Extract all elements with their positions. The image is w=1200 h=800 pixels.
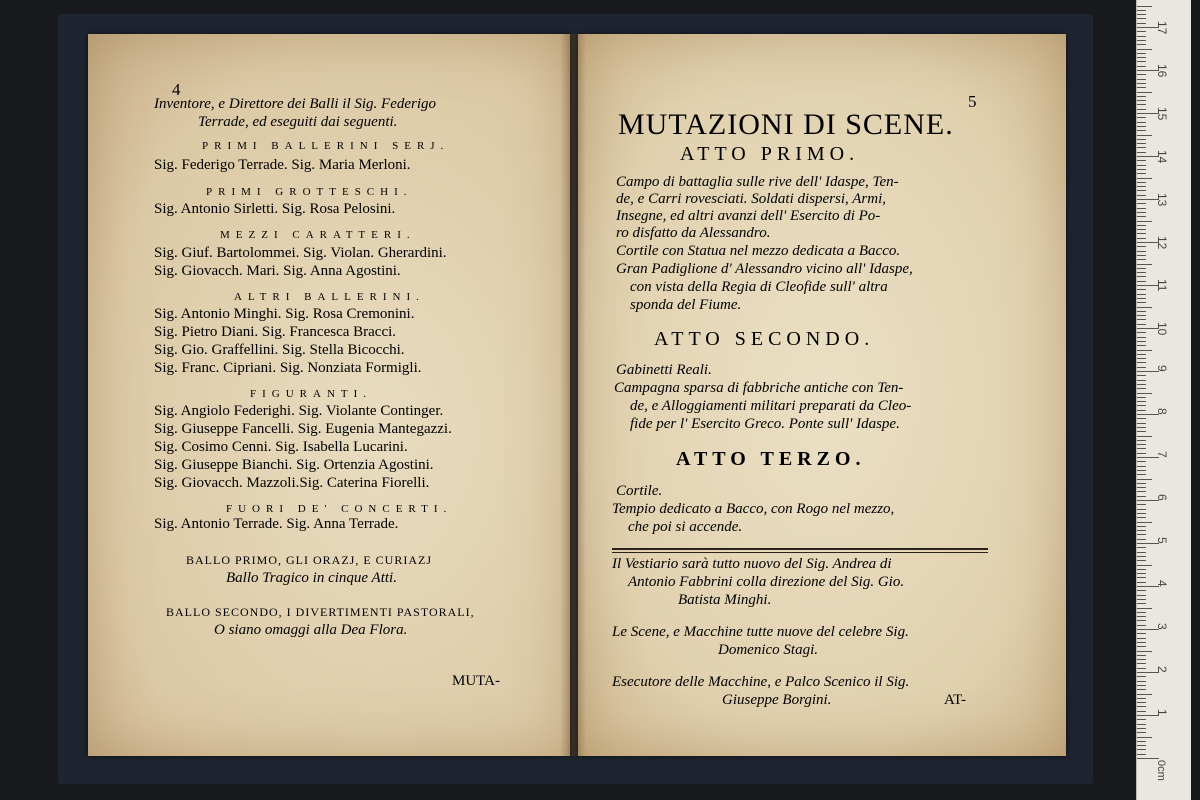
ruler-tick (1137, 251, 1146, 252)
ruler-tick (1137, 74, 1146, 75)
ruler-tick (1137, 534, 1146, 535)
ruler-tick (1137, 474, 1146, 475)
ruler-tick (1137, 552, 1146, 553)
ruler-tick (1137, 53, 1146, 54)
ruler-tick (1137, 135, 1152, 136)
ruler-tick (1137, 281, 1146, 282)
ruler-tick (1137, 663, 1146, 664)
ruler-tick (1137, 694, 1152, 695)
ruler-tick (1137, 405, 1146, 406)
ruler-tick (1137, 190, 1146, 191)
ruler-tick (1137, 517, 1146, 518)
text-line: Sig. Giuseppe Bianchi. Sig. Ortenzia Agostini. (154, 457, 434, 473)
ruler-tick (1137, 143, 1146, 144)
text-line: Sig. Antonio Sirletti. Sig. Rosa Pelosini. (154, 201, 396, 217)
ruler-tick (1137, 10, 1146, 11)
ruler-tick (1137, 754, 1146, 755)
ruler-tick (1137, 104, 1146, 105)
ruler-number: 12 (1155, 236, 1169, 250)
text-line: Batista Minghi. (678, 592, 772, 608)
text-line: Sig. Giovacch. Mari. Sig. Anna Agostini. (154, 263, 401, 279)
text-line: Sig. Giuseppe Fancelli. Sig. Eugenia Mantegazzi. (154, 421, 452, 437)
section-heading: ALTRI BALLERINI. (234, 291, 425, 303)
ruler-tick (1137, 689, 1146, 690)
ruler-tick (1137, 483, 1146, 484)
divider-rule (612, 552, 988, 553)
text-line: ro disfatto da Alessandro. (616, 225, 771, 241)
ruler-tick (1137, 706, 1146, 707)
ruler-tick (1137, 642, 1146, 643)
ruler-tick (1137, 461, 1146, 462)
ruler-number: 13 (1155, 193, 1169, 207)
ruler-number: 2 (1155, 666, 1169, 673)
ruler-tick (1137, 264, 1152, 265)
ruler-tick (1137, 337, 1146, 338)
divider-rule (612, 548, 988, 550)
text-line: Sig. Antonio Terrade. Sig. Anna Terrade. (154, 516, 399, 532)
ruler-tick (1137, 418, 1146, 419)
ruler-number: 15 (1155, 107, 1169, 121)
ruler-tick (1137, 401, 1146, 402)
text-line: Sig. Cosimo Cenni. Sig. Isabella Lucarini. (154, 439, 408, 455)
ruler-tick (1137, 87, 1146, 88)
ruler-number: 14 (1155, 150, 1169, 164)
ruler-tick (1137, 152, 1146, 153)
ruler-tick (1137, 354, 1146, 355)
text-line: Sig. Giuf. Bartolommei. Sig. Violan. Gherardini. (154, 245, 447, 261)
ruler-tick (1137, 186, 1146, 187)
ruler-tick (1137, 448, 1146, 449)
ruler-tick (1137, 569, 1146, 570)
ruler-tick (1137, 96, 1146, 97)
text-line: de, e Alloggiamenti militari preparati da Cleo- (630, 398, 912, 414)
text-line: Domenico Stagi. (718, 642, 818, 658)
ruler-tick (1137, 479, 1152, 480)
left-page-number: 4 (172, 80, 181, 99)
ruler-tick (1137, 577, 1146, 578)
ruler-tick (1137, 122, 1146, 123)
ruler-tick (1137, 44, 1146, 45)
ruler-tick (1137, 547, 1146, 548)
catchword: AT- (944, 692, 966, 708)
ruler-number: 9 (1155, 365, 1169, 372)
ruler-tick (1137, 117, 1146, 118)
ruler-tick (1137, 23, 1146, 24)
ruler-tick (1137, 625, 1146, 626)
ruler-tick (1137, 453, 1146, 454)
ruler-tick (1137, 195, 1146, 196)
ruler-tick (1137, 651, 1152, 652)
section-heading: PRIMI GROTTESCHI. (206, 186, 413, 198)
text-line: Inventore, e Direttore dei Balli il Sig. Federigo (154, 96, 437, 112)
ruler-tick (1137, 83, 1146, 84)
ruler-tick (1137, 225, 1146, 226)
ruler-tick (1137, 685, 1146, 686)
text-line: Tempio dedicato a Bacco, con Rogo nel mezzo, (612, 501, 895, 517)
ruler-tick (1137, 732, 1146, 733)
ruler-tick (1137, 307, 1152, 308)
text-line: Sig. Franc. Cipriani. Sig. Nonziata Formigli. (154, 360, 422, 376)
ruler-tick (1137, 100, 1146, 101)
ruler-tick (1137, 513, 1146, 514)
ruler-tick (1137, 638, 1146, 639)
section-heading: FUORI DE' CONCERTI. (226, 503, 453, 515)
ruler-tick (1137, 178, 1152, 179)
ruler-tick (1137, 612, 1146, 613)
ruler-tick (1137, 530, 1146, 531)
text-line: Campo di battaglia sulle rive dell' Idaspe, Ten- (616, 174, 899, 190)
ruler-tick (1137, 655, 1146, 656)
text-line: Le Scene, e Macchine tutte nuove del celebre Sig. (612, 624, 909, 640)
ruler-tick (1137, 18, 1146, 19)
ruler-tick (1137, 31, 1146, 32)
ruler-tick (1137, 203, 1146, 204)
ruler-tick (1137, 40, 1146, 41)
ruler-tick (1137, 109, 1146, 110)
ruler-tick (1137, 698, 1146, 699)
ruler-tick (1137, 61, 1146, 62)
ruler-tick (1137, 470, 1146, 471)
text-line: che poi si accende. (628, 519, 743, 535)
ruler-number: 5 (1155, 537, 1169, 544)
ruler-tick (1137, 332, 1146, 333)
text-line: Ballo Tragico in cinque Atti. (226, 570, 397, 586)
act-heading: ATTO PRIMO. (680, 143, 860, 165)
ruler-tick (1137, 66, 1146, 67)
ruler-number: 16 (1155, 64, 1169, 78)
text-line: Sig. Gio. Graffellini. Sig. Stella Bicocchi. (154, 342, 405, 358)
text-line: Insegne, ed altri avanzi dell' Esercito di Po- (616, 208, 881, 224)
text-line: Campagna sparsa di fabbriche antiche con Ten- (614, 380, 904, 396)
act-heading: ATTO TERZO. (676, 448, 866, 470)
ruler-number: 3 (1155, 623, 1169, 630)
ruler-tick (1137, 711, 1146, 712)
text-line: Esecutore delle Macchine, e Palco Scenico il Sig. (612, 674, 910, 690)
ruler-tick (1137, 749, 1146, 750)
ruler-tick (1137, 539, 1146, 540)
ruler-tick (1137, 444, 1146, 445)
ruler-tick (1137, 79, 1146, 80)
ruler-tick (1137, 289, 1146, 290)
ruler-tick (1137, 259, 1146, 260)
text-line: Cortile con Statua nel mezzo dedicata a Bacco. (616, 243, 901, 259)
ruler-tick (1137, 440, 1146, 441)
ruler-tick (1137, 341, 1146, 342)
ruler-tick (1137, 526, 1146, 527)
ruler-tick (1137, 410, 1146, 411)
ruler-tick (1137, 608, 1152, 609)
ruler-tick (1137, 620, 1146, 621)
ruler-tick (1137, 311, 1146, 312)
ruler-tick (1137, 246, 1146, 247)
ruler-tick (1137, 646, 1146, 647)
ruler-tick (1137, 350, 1152, 351)
ruler-tick (1137, 676, 1146, 677)
ruler-number: 17 (1155, 21, 1169, 35)
ruler-number: 4 (1155, 580, 1169, 587)
ruler-tick (1137, 92, 1152, 93)
text-line: Sig. Angiolo Federighi. Sig. Violante Continger. (154, 403, 444, 419)
ruler-tick (1137, 319, 1146, 320)
ruler-tick (1137, 182, 1146, 183)
ruler-tick (1137, 238, 1146, 239)
ruler-number: 11 (1155, 279, 1169, 292)
ruler-tick (1137, 384, 1146, 385)
ruler-tick (1137, 702, 1146, 703)
ruler-tick (1137, 358, 1146, 359)
ruler-tick (1137, 724, 1146, 725)
ruler-tick (1137, 362, 1146, 363)
ruler-tick (1137, 728, 1146, 729)
ruler-tick (1137, 436, 1152, 437)
ballo-heading: BALLO PRIMO, GLI ORAZJ, E CURIAZJ (186, 553, 432, 567)
ruler-tick (1137, 165, 1146, 166)
text-line: Sig. Antonio Minghi. Sig. Rosa Cremonini. (154, 306, 415, 322)
ruler-tick (1137, 758, 1159, 759)
ruler-tick (1137, 160, 1146, 161)
ruler-tick (1137, 466, 1146, 467)
ruler-tick (1137, 294, 1146, 295)
text-line: sponda del Fiume. (630, 297, 742, 313)
ruler-tick (1137, 522, 1152, 523)
ruler-tick (1137, 380, 1146, 381)
ruler-tick (1137, 147, 1146, 148)
ruler-tick (1137, 599, 1146, 600)
ruler-tick (1137, 745, 1146, 746)
book-gutter (560, 34, 586, 756)
text-line: fide per l' Esercito Greco. Ponte sull' Idaspe. (630, 416, 900, 432)
section-heading: FIGURANTI. (250, 388, 373, 400)
ruler-tick (1137, 208, 1146, 209)
ruler-tick (1137, 737, 1152, 738)
ruler-tick (1137, 633, 1146, 634)
catchword: MUTA- (452, 673, 500, 689)
ruler-number: 6 (1155, 494, 1169, 501)
section-heading: MEZZI CARATTERI. (220, 229, 416, 241)
ruler-tick (1137, 36, 1146, 37)
ruler-tick (1137, 221, 1152, 222)
text-line: Cortile. (616, 483, 663, 499)
ruler-tick (1137, 6, 1152, 7)
ruler-tick (1137, 719, 1146, 720)
ruler-tick (1137, 268, 1146, 269)
ruler-number: 1 (1155, 709, 1169, 716)
text-line: Sig. Federigo Terrade. Sig. Maria Merloni. (154, 157, 411, 173)
text-line: Antonio Fabbrini colla direzione del Sig. Gio. (628, 574, 905, 590)
ruler-tick (1137, 590, 1146, 591)
ruler-tick (1137, 14, 1146, 15)
ruler-tick (1137, 388, 1146, 389)
text-line: Sig. Pietro Diani. Sig. Francesca Bracci. (154, 324, 397, 340)
text-line: Giuseppe Borgini. (722, 692, 832, 708)
ruler-tick (1137, 560, 1146, 561)
text-line: con vista della Regia di Cleofide sull' altra (630, 279, 888, 295)
ruler-tick (1137, 49, 1152, 50)
ruler-tick (1137, 298, 1146, 299)
text-line: Sig. Giovacch. Mazzoli.Sig. Caterina Fiorelli. (154, 475, 430, 491)
ruler-number: 10 (1155, 322, 1169, 336)
right-page-number: 5 (968, 92, 977, 111)
text-line: Gran Padiglione d' Alessandro vicino all' Idaspe, (616, 261, 913, 277)
ruler-tick (1137, 229, 1146, 230)
text-line: O siano omaggi alla Dea Flora. (214, 622, 408, 638)
ruler-tick (1137, 367, 1146, 368)
ruler-tick (1137, 681, 1146, 682)
ruler-tick (1137, 315, 1146, 316)
ruler-number: 8 (1155, 408, 1169, 415)
ruler-tick (1137, 741, 1146, 742)
text-line: Terrade, ed eseguiti dai seguenti. (198, 114, 398, 130)
ruler-tick (1137, 126, 1146, 127)
ruler-tick (1137, 173, 1146, 174)
ruler-tick (1137, 375, 1146, 376)
text-line: de, e Carri rovesciati. Soldati dispersi, Armi, (616, 191, 886, 207)
ruler-tick (1137, 397, 1146, 398)
ruler-tick (1137, 431, 1146, 432)
ruler-tick (1137, 616, 1146, 617)
ruler-tick (1137, 582, 1146, 583)
text-line: Gabinetti Reali. (616, 362, 712, 378)
ruler-tick (1137, 509, 1146, 510)
ruler-tick (1137, 169, 1146, 170)
ruler-tick (1137, 216, 1146, 217)
measurement-ruler (1136, 0, 1191, 800)
ruler-tick (1137, 603, 1146, 604)
section-heading: PRIMI BALLERINI SERJ. (202, 140, 450, 152)
ruler-tick (1137, 57, 1146, 58)
ruler-tick (1137, 659, 1146, 660)
ruler-tick (1137, 212, 1146, 213)
page-title: MUTAZIONI DI SCENE. (618, 108, 954, 141)
ruler-tick (1137, 565, 1152, 566)
ruler-number: 7 (1155, 451, 1169, 458)
ruler-tick (1137, 139, 1146, 140)
ruler-tick (1137, 573, 1146, 574)
ruler-unit-label: 0cm (1155, 760, 1167, 781)
ruler-tick (1137, 233, 1146, 234)
ruler-tick (1137, 393, 1152, 394)
ruler-tick (1137, 302, 1146, 303)
ruler-tick (1137, 423, 1146, 424)
ruler-tick (1137, 276, 1146, 277)
ruler-tick (1137, 255, 1146, 256)
ruler-tick (1137, 556, 1146, 557)
ruler-tick (1137, 272, 1146, 273)
ruler-tick (1137, 487, 1146, 488)
ruler-tick (1137, 130, 1146, 131)
ruler-tick (1137, 668, 1146, 669)
text-line: Il Vestiario sarà tutto nuovo del Sig. Andrea di (612, 556, 892, 572)
ruler-tick (1137, 324, 1146, 325)
ruler-tick (1137, 504, 1146, 505)
act-heading: ATTO SECONDO. (654, 328, 875, 350)
ballo-heading: BALLO SECONDO, I DIVERTIMENTI PASTORALI, (166, 605, 475, 619)
ruler-tick (1137, 345, 1146, 346)
ruler-tick (1137, 496, 1146, 497)
ruler-tick (1137, 595, 1146, 596)
ruler-tick (1137, 427, 1146, 428)
ruler-tick (1137, 491, 1146, 492)
